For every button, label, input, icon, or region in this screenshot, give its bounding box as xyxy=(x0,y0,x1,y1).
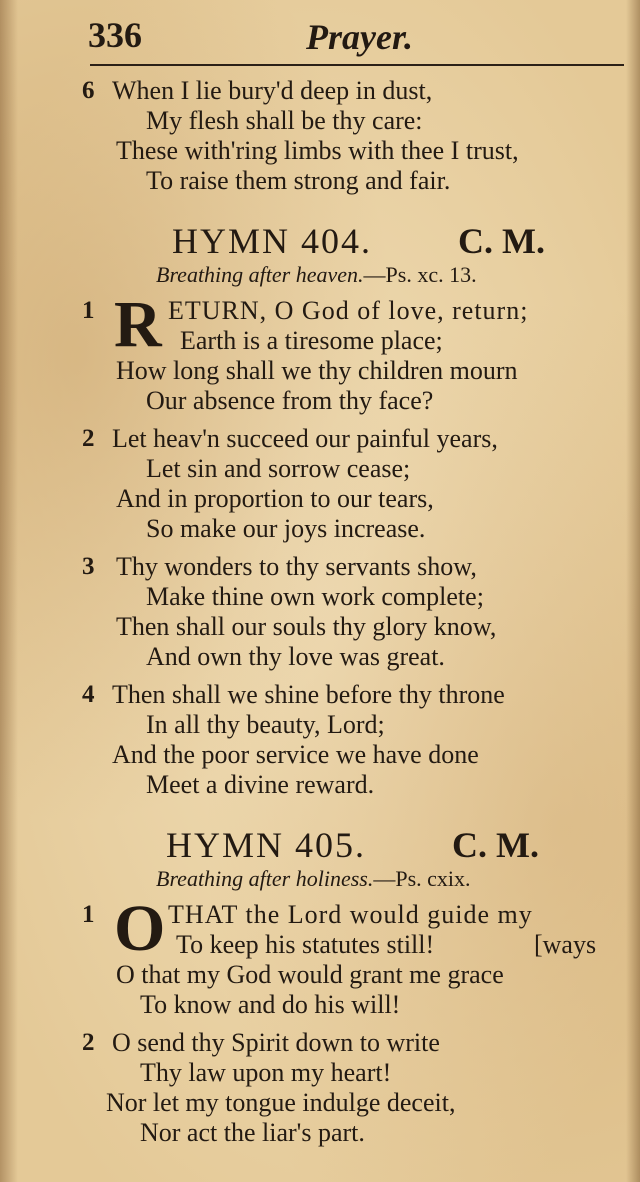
scripture-reference: —Ps. xc. 13. xyxy=(363,262,477,287)
verse-line xyxy=(0,1118,640,1148)
verse-number: 2 xyxy=(82,425,95,452)
verse-text: Earth is a tiresome place; xyxy=(180,326,443,355)
verse-line xyxy=(0,1088,640,1118)
verse-line xyxy=(0,484,640,514)
verse-line xyxy=(0,76,640,106)
verse-line xyxy=(0,770,640,800)
verse-text: To know and do his will! xyxy=(140,990,401,1019)
verse-line xyxy=(0,326,640,356)
verse-number: 2 xyxy=(82,1029,95,1056)
page-header xyxy=(0,10,640,60)
drop-cap: R xyxy=(114,288,162,361)
carryover-word: [ways xyxy=(534,930,597,959)
hymn-404-verse-4 xyxy=(0,680,640,800)
previous-hymn-stanza-6 xyxy=(0,76,640,196)
verse-line xyxy=(0,642,640,672)
verse-line xyxy=(0,454,640,484)
verse-text: When I lie bury'd deep in dust, xyxy=(112,76,433,105)
verse-line xyxy=(0,612,640,642)
verse-line xyxy=(0,1058,640,1088)
verse-line xyxy=(0,990,640,1020)
verse-number: 1 xyxy=(82,297,95,324)
hymn-404-verse-3 xyxy=(0,552,640,672)
verse-text: To keep his statutes still! xyxy=(176,930,435,959)
verse-number: 6 xyxy=(82,77,95,104)
hymn-405-verse-1 xyxy=(0,892,640,1020)
verse-line xyxy=(0,136,640,166)
verse-text: Let sin and sorrow cease; xyxy=(146,454,411,483)
verse-line xyxy=(0,166,640,196)
verse-text: To raise them strong and fair. xyxy=(146,166,451,195)
verse-line xyxy=(0,424,640,454)
verse-text: Nor let my tongue indulge deceit, xyxy=(106,1088,456,1117)
verse-line xyxy=(0,710,640,740)
verse-line xyxy=(0,356,640,386)
verse-number: 4 xyxy=(82,681,95,708)
hymn-title: HYMN 404. xyxy=(172,221,373,261)
verse-line xyxy=(0,106,640,136)
verse-number: 1 xyxy=(82,901,95,928)
verse-line xyxy=(0,386,640,416)
verse-text: THAT the Lord would guide my xyxy=(168,900,533,929)
page-number: 336 xyxy=(88,15,142,55)
hymn-meter: C. M. xyxy=(452,825,539,865)
verse-text: Thy law upon my heart! xyxy=(140,1058,392,1087)
verse-text: Thy wonders to thy servants show, xyxy=(116,552,477,581)
verse-text: O send thy Spirit down to write xyxy=(112,1028,440,1057)
verse-text: O that my God would grant me grace xyxy=(116,960,504,989)
verse-text: Meet a divine reward. xyxy=(146,770,375,799)
verse-text: These with'ring limbs with thee I trust, xyxy=(116,136,519,165)
hymn-subtitle: Breathing after heaven. xyxy=(156,262,364,287)
verse-text: And own thy love was great. xyxy=(146,642,445,671)
hymn-404-subtitle xyxy=(0,262,640,288)
verse-text: Let heav'n succeed our painful years, xyxy=(112,424,498,453)
verse-text: So make our joys increase. xyxy=(146,514,426,543)
verse-line xyxy=(0,582,640,612)
verse-text: Nor act the liar's part. xyxy=(140,1118,365,1147)
verse-number: 3 xyxy=(82,553,95,580)
header-rule xyxy=(90,64,624,66)
running-title: Prayer. xyxy=(306,17,413,57)
verse-line xyxy=(0,1028,640,1058)
verse-text: Then shall our souls thy glory know, xyxy=(116,612,497,641)
hymn-404-heading xyxy=(0,218,640,262)
hymn-subtitle: Breathing after holiness. xyxy=(156,866,374,891)
verse-text: How long shall we thy children mourn xyxy=(116,356,518,385)
hymn-405-verse-2 xyxy=(0,1028,640,1148)
hymn-405-heading xyxy=(0,822,640,866)
verse-text: And in proportion to our tears, xyxy=(116,484,434,513)
hymn-404-verse-2 xyxy=(0,424,640,544)
drop-cap: O xyxy=(114,892,166,965)
verse-line xyxy=(0,960,640,990)
verse-line xyxy=(0,552,640,582)
hymn-404-verse-1 xyxy=(0,288,640,416)
hymn-meter: C. M. xyxy=(458,221,545,261)
verse-text: And the poor service we have done xyxy=(112,740,479,769)
verse-text: Then shall we shine before thy throne xyxy=(112,680,505,709)
hymn-405-subtitle xyxy=(0,866,640,892)
verse-text: Make thine own work complete; xyxy=(146,582,484,611)
verse-line xyxy=(0,680,640,710)
verse-text: Our absence from thy face? xyxy=(146,386,434,415)
page-content xyxy=(0,68,640,1148)
verse-text: In all thy beauty, Lord; xyxy=(146,710,385,739)
verse-line xyxy=(0,930,640,960)
verse-line xyxy=(0,740,640,770)
hymn-title: HYMN 405. xyxy=(166,825,367,865)
verse-text: ETURN, O God of love, return; xyxy=(168,296,529,325)
verse-text: My flesh shall be thy care: xyxy=(146,106,423,135)
scripture-reference: —Ps. cxix. xyxy=(373,866,471,891)
verse-line xyxy=(0,514,640,544)
